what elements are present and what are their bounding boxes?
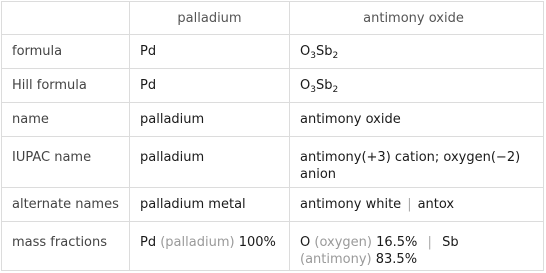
formula-antimony-oxide-text: $O_3Sb_2$ [300,44,339,61]
hill-formula-palladium [130,69,290,102]
table-row-hill-formula [2,69,543,103]
table-row-mass-fractions [2,222,543,270]
row-label-formula-text: formula [12,44,63,59]
mass-fractions-palladium [130,222,290,270]
iupac-antimony-oxide-line2: anion [300,167,337,182]
hill-formula-antimony-oxide [290,69,543,102]
hill-formula-antimony-oxide-text: $O_3Sb_2$ [300,78,339,95]
row-label-mass-fractions [2,222,130,270]
row-label-alternate-names [2,188,130,221]
header-palladium [130,2,290,34]
iupac-palladium [130,137,290,187]
separator: | [427,235,432,250]
mass-fractions-antimony-oxide-line2 [300,251,537,268]
pd-symbol: Pd [140,235,157,250]
comparison-table [1,1,544,271]
table-row-name [2,103,543,137]
formula-antimony-oxide [290,35,543,68]
row-label-name-text: name [12,112,49,127]
header-palladium-label: palladium [177,10,242,26]
alternate-name-antimony-white: antimony white [300,197,402,212]
formula-palladium [130,35,290,68]
row-label-name [2,103,130,136]
iupac-antimony-oxide [290,137,543,187]
sb-symbol: Sb [442,235,459,250]
row-label-formula [2,35,130,68]
header-antimony-oxide-label: antimony oxide [363,10,464,26]
hill-formula-palladium-text: Pd [140,78,157,93]
formula-palladium-text: Pd [140,44,157,59]
o-symbol: O [300,235,311,250]
row-label-mass-fractions-text: mass fractions [12,235,108,250]
table-row-alternate-names [2,188,543,222]
name-antimony-oxide [290,103,543,136]
row-label-hill-formula [2,69,130,102]
o-value: 16.5% [376,235,418,250]
header-empty-cell [2,2,130,34]
alternate-names-antimony-oxide [290,188,543,221]
iupac-palladium-text: palladium [140,150,205,165]
table-row-iupac-name [2,137,543,188]
name-antimony-oxide-text: antimony oxide [300,112,401,127]
mass-fractions-antimony-oxide [290,222,543,270]
table-header-row [2,2,543,35]
name-palladium [130,103,290,136]
row-label-alternate-names-text: alternate names [12,197,119,212]
alternate-names-palladium-text: palladium metal [140,197,246,212]
pd-name: (palladium) [160,235,235,250]
name-palladium-text: palladium [140,112,205,127]
sb-value: 83.5% [375,252,418,267]
mass-fractions-antimony-oxide-line1 [300,234,537,251]
table-row-formula [2,35,543,69]
row-label-iupac-name-text: IUPAC name [12,150,92,165]
iupac-antimony-oxide-line1: antimony(+3) cation; oxygen(−2) [300,150,521,165]
separator: | [407,197,412,212]
row-label-iupac-name [2,137,130,187]
header-antimony-oxide [290,2,543,34]
alternate-name-antox: antox [417,197,455,212]
pd-value: 100% [238,235,276,250]
row-label-hill-formula-text: Hill formula [12,78,87,93]
sb-name: (antimony) [300,252,372,267]
alternate-names-palladium [130,188,290,221]
o-name: (oxygen) [314,235,372,250]
